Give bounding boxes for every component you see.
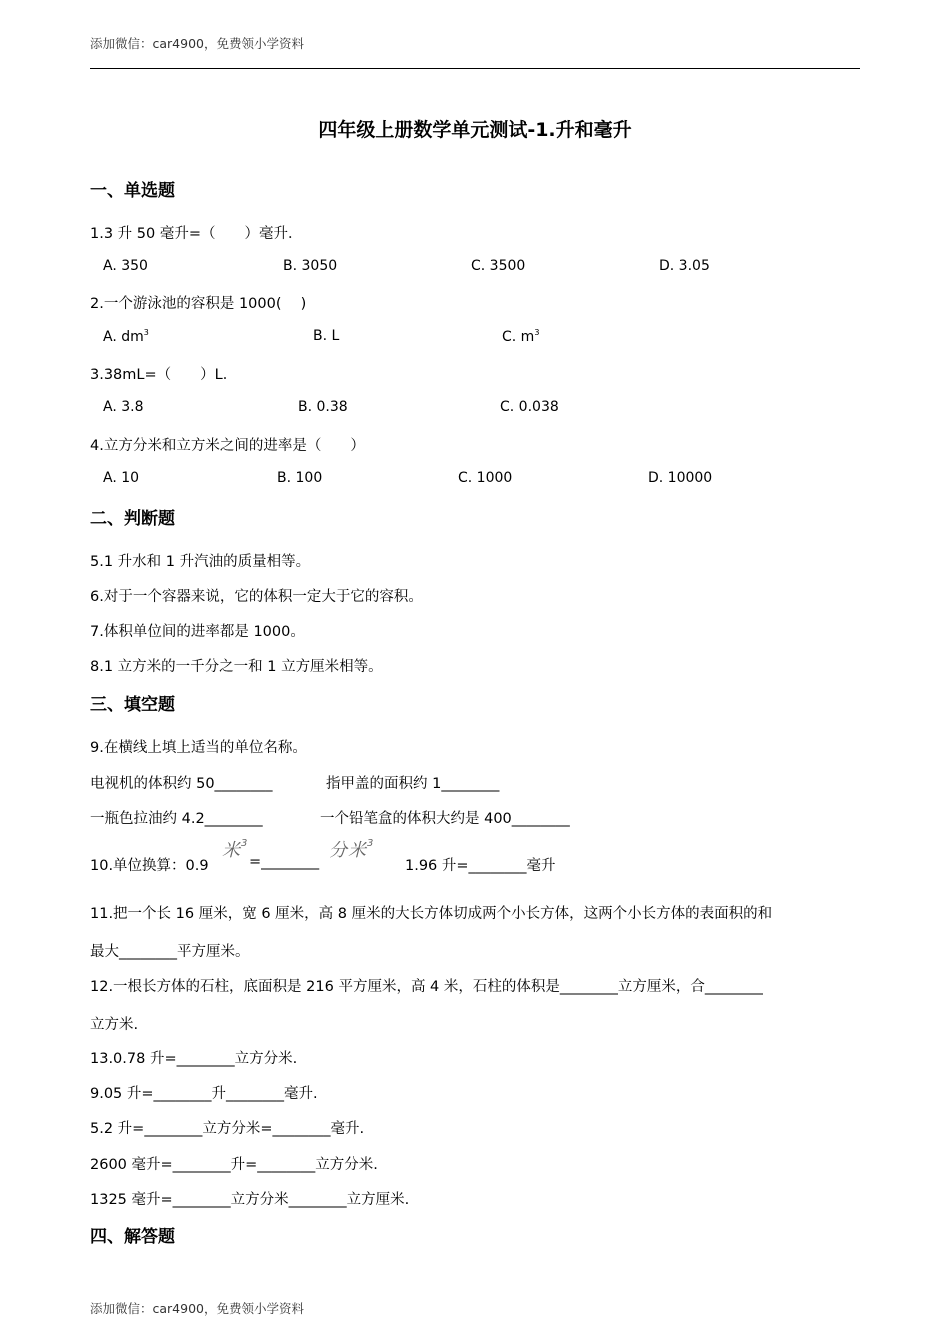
unit-image-decimeter [329,836,374,862]
superscript: 3 [143,328,149,337]
question-13-a: 13.0.78 升=________立方分米. [90,1051,298,1067]
question-12-line1: 12.一根长方体的石柱，底面积是 216 平方厘米，高 4 米，石柱的体积是________立方厘米，合________ [90,979,763,995]
question-13-b: 9.05 升=________升________毫升. [90,1086,318,1102]
question-13-e: 1325 毫升=________立方分米________立方厘米. [90,1192,410,1208]
unit-decimeter-text: 分米 [329,840,367,861]
page-footer: 添加微信：car4900，免费领小学资料 [90,1301,304,1316]
question-10-blank: =________ [249,854,320,870]
section-heading: 三、填空题 [90,695,175,715]
unit-decimeter [329,836,374,862]
question-2: 2.一个游泳池的容积是 1000( ) [90,296,307,312]
q9-blank-d: 一个铅笔盒的体积大约是 400________ [320,811,570,827]
question-4: 4.立方分米和立方米之间的进率是（ ） [90,438,365,454]
section-heading: 一、单选题 [90,181,175,201]
question-8: 8.1 立方米的一千分之一和 1 立方厘米相等。 [90,659,383,675]
unit-image-meter [222,836,248,862]
page-header: 添加微信：car4900，免费领小学资料 [90,36,304,51]
q1-option-d[interactable]: D. 3.05 [659,258,710,274]
q2-option-c-label: C. m [502,329,535,345]
q3-option-a[interactable]: A. 3.8 [103,399,144,415]
question-10-prefix: 10.单位换算：0.9 [90,858,209,874]
q2-option-c[interactable] [502,328,539,345]
unit-meter-text: 米 [222,840,241,861]
q2-option-a[interactable] [103,328,149,345]
q1-option-c[interactable]: C. 3500 [471,258,526,274]
q4-option-c[interactable]: C. 1000 [458,470,513,486]
superscript: 3 [534,328,540,337]
question-11-line1: 11.把一个长 16 厘米，宽 6 厘米，高 8 厘米的大长方体切成两个小长方体，这两个小长方体的表面积的和 [90,906,773,922]
q9-blank-a: 电视机的体积约 50________ [90,776,273,792]
question-10-rest: 1.96 升=________毫升 [405,858,556,874]
q1-option-a[interactable]: A. 350 [103,258,148,274]
superscript: 3 [241,838,249,849]
page-title: 四年级上册数学单元测试-1.升和毫升 [318,119,632,141]
question-9: 9.在横线上填上适当的单位名称。 [90,740,307,756]
superscript: 3 [367,838,375,849]
question-12-line2: 立方米. [90,1017,139,1033]
q9-blank-c: 一瓶色拉油约 4.2________ [90,811,263,827]
question-13-c: 5.2 升=________立方分米=________毫升. [90,1121,365,1137]
question-6: 6.对于一个容器来说，它的体积一定大于它的容积。 [90,589,423,605]
q1-option-b[interactable]: B. 3050 [283,258,338,274]
q4-option-d[interactable]: D. 10000 [648,470,713,486]
q3-option-b[interactable]: B. 0.38 [298,399,348,415]
question-7: 7.体积单位间的进率都是 1000。 [90,624,305,640]
unit-meter [222,836,248,862]
question-13-d: 2600 毫升=________升=________立方分米. [90,1157,378,1173]
question-11-line2: 最大________平方厘米。 [90,944,250,960]
q2-option-a-label: A. dm [103,329,144,345]
q2-option-b[interactable]: B. L [313,328,340,344]
q4-option-a[interactable]: A. 10 [103,470,140,486]
header-rule [90,68,860,69]
question-1: 1.3 升 50 毫升=（ ）毫升． [90,226,303,242]
q9-blank-b: 指甲盖的面积约 1________ [326,776,500,792]
question-3: 3.38mL=（ ）L． [90,367,238,383]
section-heading: 二、判断题 [90,509,175,529]
q4-option-b[interactable]: B. 100 [277,470,323,486]
question-5: 5.1 升水和 1 升汽油的质量相等。 [90,554,311,570]
q3-option-c[interactable]: C. 0.038 [500,399,559,415]
section-heading: 四、解答题 [90,1227,175,1247]
